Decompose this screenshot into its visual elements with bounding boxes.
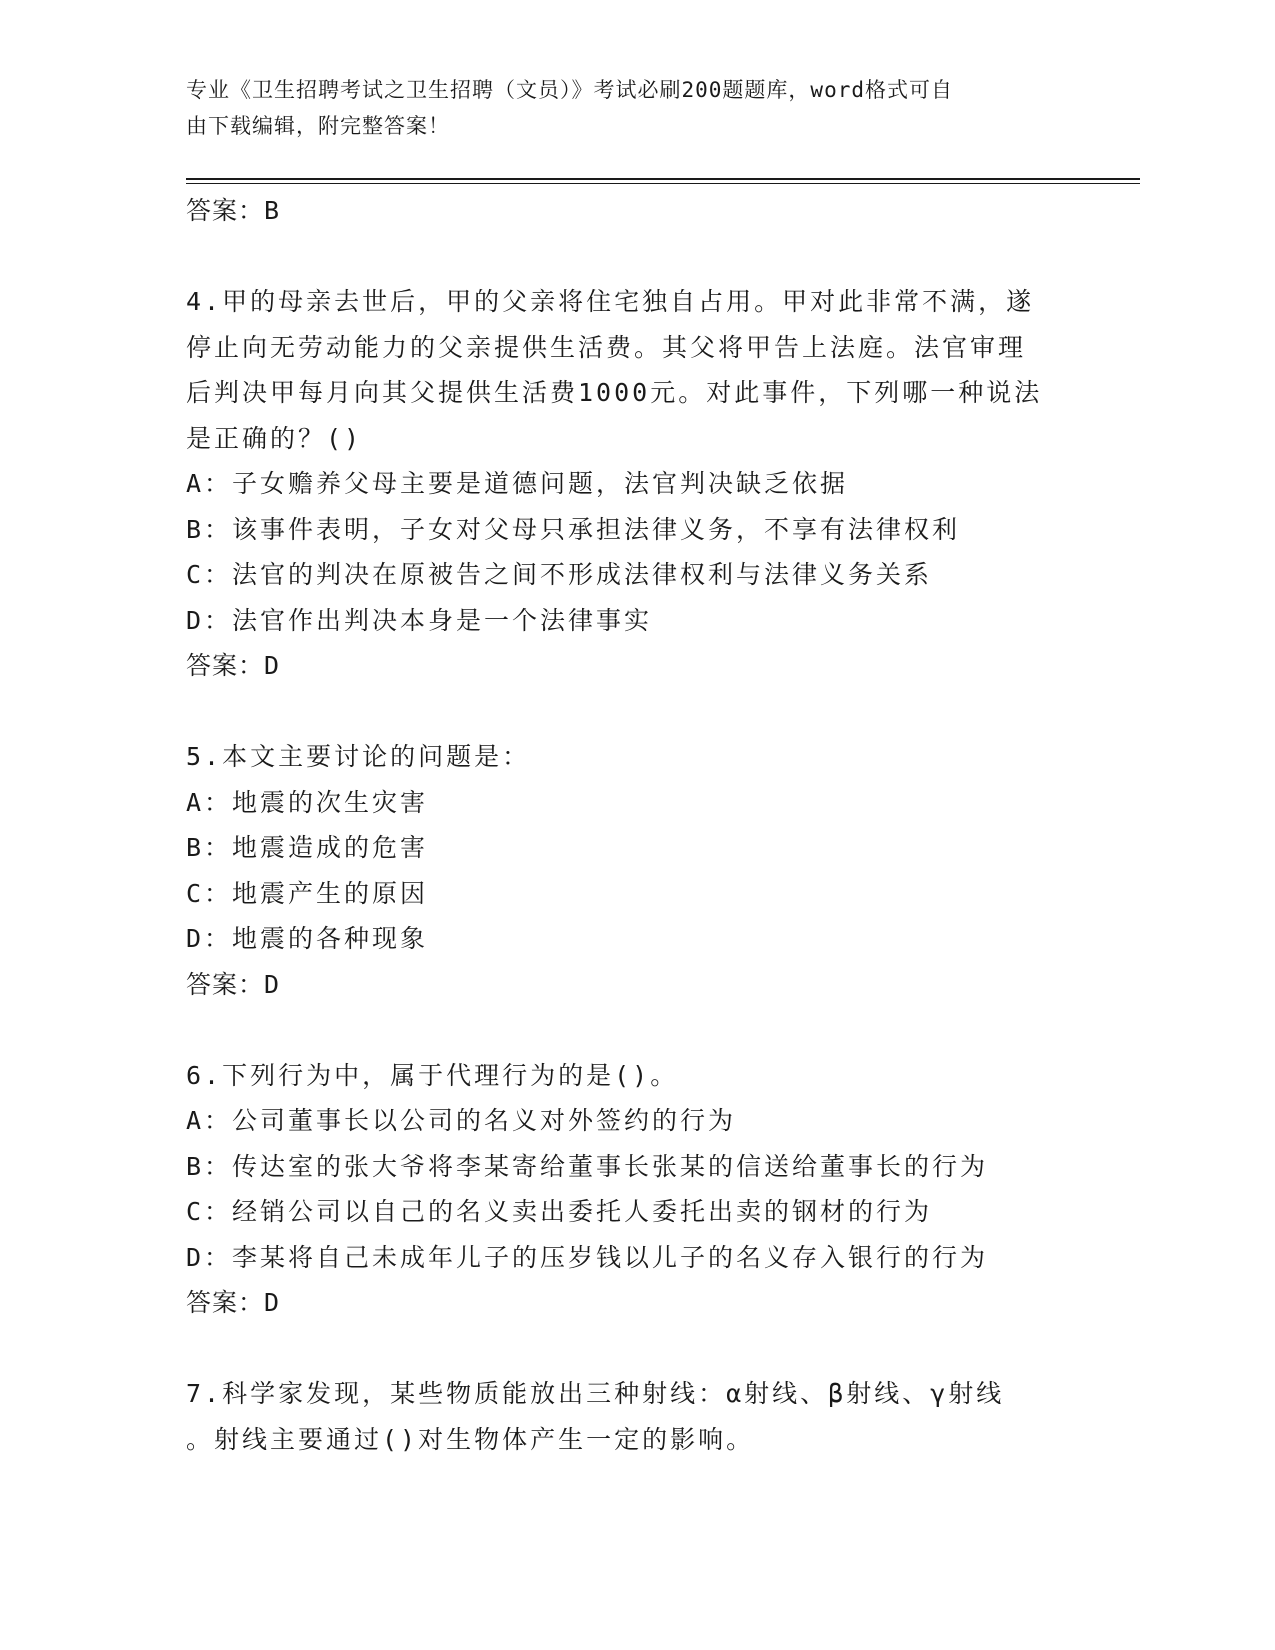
question-text: 是正确的？() [186,423,363,453]
question-5 [186,734,1086,1007]
option-d: D：地震的各种现象 [186,924,429,953]
spacer [186,689,1086,735]
question-text: 停止向无劳动能力的父亲提供生活费。其父将甲告上法庭。法官审理 [186,332,1027,362]
answer: 答案：D [186,1288,281,1317]
question-text: 6.下列行为中，属于代理行为的是()。 [186,1060,679,1090]
spacer [186,1007,1086,1053]
spacer [186,234,1086,280]
option-c: C：地震产生的原因 [186,878,429,908]
option-a: A：公司董事长以公司的名义对外签约的行为 [186,1106,737,1135]
option-c: C：经销公司以自己的名义卖出委托人委托出卖的钢材的行为 [186,1197,933,1226]
question-text: 后判决甲每月向其父提供生活费1000元。对此事件，下列哪一种说法 [186,378,1043,407]
previous-answer: 答案：B [186,196,281,225]
option-c: C：法官的判决在原被告之间不形成法律权利与法律义务关系 [186,560,933,589]
header-divider-thick [186,178,1140,180]
question-list [186,188,1086,1462]
question-text: 。射线主要通过()对生物体产生一定的影响。 [186,1424,755,1454]
question-text: 5.本文主要讨论的问题是： [186,742,531,771]
option-d: D：李某将自己未成年儿子的压岁钱以儿子的名义存入银行的行为 [186,1242,989,1272]
document-header [186,72,1066,144]
answer: 答案：D [186,969,281,999]
option-b: B：该事件表明，子女对父母只承担法律义务，不享有法律权利 [186,514,961,544]
question-6 [186,1053,1086,1326]
option-b: B：传达室的张大爷将李某寄给董事长张某的信送给董事长的行为 [186,1151,989,1181]
question-7 [186,1371,1086,1462]
option-a: A：地震的次生灾害 [186,787,429,817]
question-text: 7.科学家发现，某些物质能放出三种射线：α射线、β射线、γ射线 [186,1379,1005,1408]
question-text: 4.甲的母亲去世后，甲的父亲将住宅独自占用。甲对此非常不满，遂 [186,287,1035,316]
header-divider-thin [186,183,1140,184]
spacer [186,1326,1086,1372]
header-line-1: 专业《卫生招聘考试之卫生招聘（文员）》考试必刷200题题库，word格式可自 [186,78,953,102]
header-line-2: 由下载编辑，附完整答案！ [186,114,450,138]
option-b: B：地震造成的危害 [186,833,429,862]
option-d: D：法官作出判决本身是一个法律事实 [186,605,653,635]
option-a: A：子女赡养父母主要是道德问题，法官判决缺乏依据 [186,469,849,498]
answer: 答案：D [186,651,281,680]
question-4 [186,279,1086,689]
